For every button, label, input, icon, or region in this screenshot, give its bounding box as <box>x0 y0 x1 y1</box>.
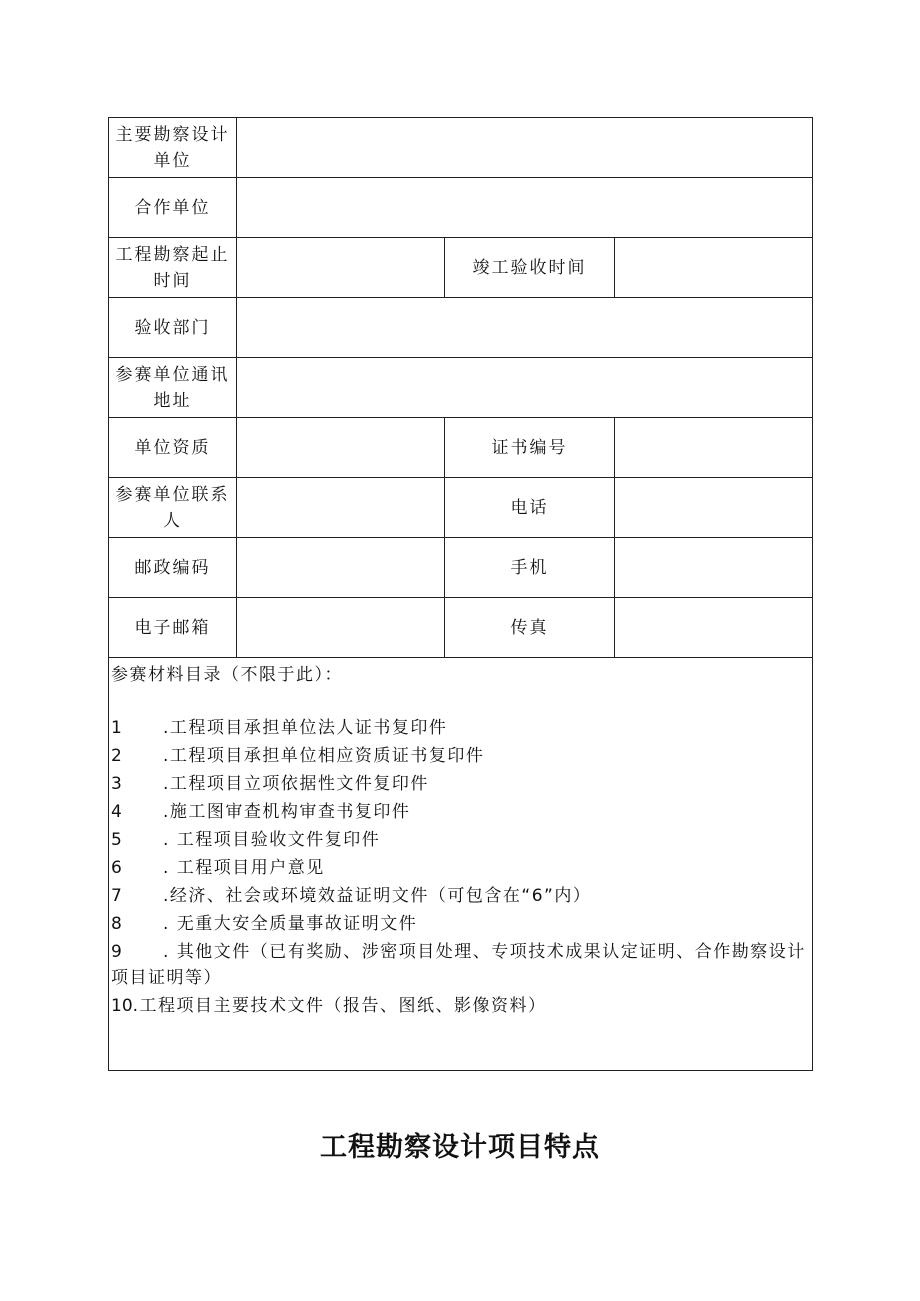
material-item-number: 10 <box>111 996 133 1016</box>
material-item-text: .施工图审查机构审查书复印件 <box>163 802 411 822</box>
mobile-field[interactable] <box>615 538 813 598</box>
material-item-text: . 无重大安全质量事故证明文件 <box>163 914 418 934</box>
material-item <box>111 911 812 937</box>
material-item-number: 2 <box>111 746 122 766</box>
form-row-qualification <box>109 418 813 478</box>
partner-unit-label: 合作单位 <box>109 178 237 238</box>
material-item <box>111 993 812 1019</box>
acceptance-dept-label: 验收部门 <box>109 298 237 358</box>
material-item <box>111 883 812 909</box>
email-field[interactable] <box>237 598 445 658</box>
email-label: 电子邮箱 <box>109 598 237 658</box>
fax-label: 传真 <box>445 598 615 658</box>
form-row-acceptance-dept <box>109 298 813 358</box>
phone-label: 电话 <box>445 478 615 538</box>
qualification-field[interactable] <box>237 418 445 478</box>
address-field[interactable] <box>237 358 813 418</box>
partner-unit-field[interactable] <box>237 178 813 238</box>
material-item-number: 8 <box>111 914 122 934</box>
material-item-text: .工程项目承担单位法人证书复印件 <box>163 718 448 738</box>
material-item <box>111 827 812 853</box>
certificate-no-label: 证书编号 <box>445 418 615 478</box>
material-item <box>111 743 812 769</box>
material-item-number: 5 <box>111 830 122 850</box>
material-item-number: 6 <box>111 858 122 878</box>
material-item <box>111 771 812 797</box>
materials-cell <box>109 658 813 1071</box>
acceptance-dept-field[interactable] <box>237 298 813 358</box>
form-row-materials <box>109 658 813 1071</box>
form-row-address <box>109 358 813 418</box>
survey-period-label: 工程勘察起止时间 <box>109 238 237 298</box>
contact-person-field[interactable] <box>237 478 445 538</box>
materials-header: 参赛材料目录（不限于此）： <box>111 665 343 685</box>
material-item-text: .工程项目主要技术文件（报告、图纸、影像资料） <box>132 996 547 1016</box>
completion-time-field[interactable] <box>615 238 813 298</box>
material-item <box>111 715 812 741</box>
form-row-postal <box>109 538 813 598</box>
completion-time-label: 竣工验收时间 <box>445 238 615 298</box>
contact-person-label: 参赛单位联系人 <box>109 478 237 538</box>
entry-form-table <box>108 117 813 1071</box>
form-row-main-unit <box>109 118 813 178</box>
form-row-contact <box>109 478 813 538</box>
material-item-text: .经济、社会或环境效益证明文件（可包含在“6”内） <box>163 886 592 906</box>
main-unit-label: 主要勘察设计单位 <box>109 118 237 178</box>
material-item-number: 7 <box>111 886 122 906</box>
material-item-text: . 工程项目用户意见 <box>163 858 325 878</box>
address-label: 参赛单位通讯地址 <box>109 358 237 418</box>
material-item-text: . 工程项目验收文件复印件 <box>163 830 381 850</box>
material-item-number: 3 <box>111 774 122 794</box>
form-row-partner-unit <box>109 178 813 238</box>
main-unit-field[interactable] <box>237 118 813 178</box>
material-item-text: .工程项目承担单位相应资质证书复印件 <box>163 746 485 766</box>
mobile-label: 手机 <box>445 538 615 598</box>
phone-field[interactable] <box>615 478 813 538</box>
material-item-number: 4 <box>111 802 122 822</box>
materials-list <box>111 715 812 1019</box>
certificate-no-field[interactable] <box>615 418 813 478</box>
postal-code-label: 邮政编码 <box>109 538 237 598</box>
form-row-survey-period <box>109 238 813 298</box>
material-item <box>111 855 812 881</box>
survey-period-field[interactable] <box>237 238 445 298</box>
material-item-text: . 其他文件（已有奖励、涉密项目处理、专项技术成果认定证明、合作勘察设计项目证明等） <box>111 942 806 988</box>
qualification-label: 单位资质 <box>109 418 237 478</box>
postal-code-field[interactable] <box>237 538 445 598</box>
form-row-email <box>109 598 813 658</box>
fax-field[interactable] <box>615 598 813 658</box>
material-item-number: 1 <box>111 718 122 738</box>
material-item-number: 9 <box>111 942 122 962</box>
section-title: 工程勘察设计项目特点 <box>320 1132 600 1163</box>
material-item <box>111 939 812 991</box>
material-item-text: .工程项目立项依据性文件复印件 <box>163 774 429 794</box>
material-item <box>111 799 812 825</box>
